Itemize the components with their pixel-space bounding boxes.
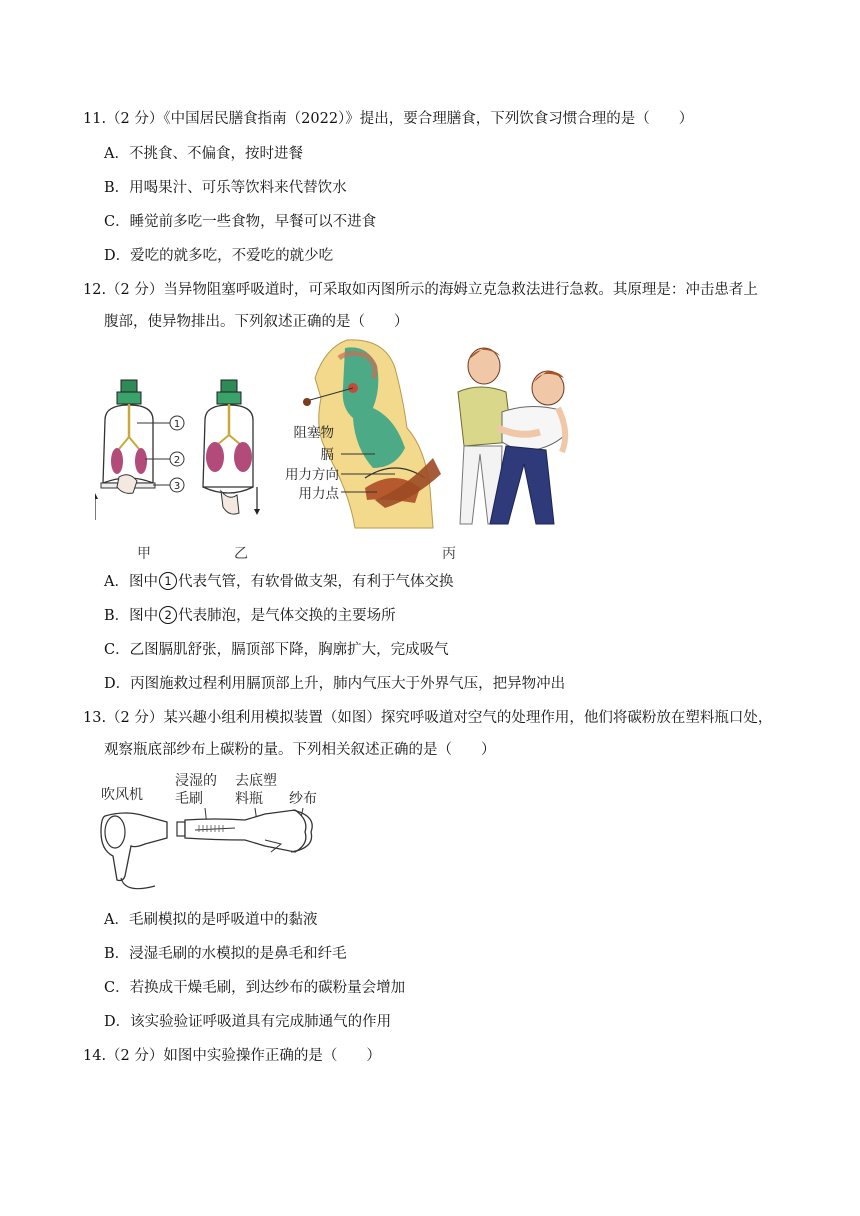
heimlich-torso-diagram — [255, 338, 455, 530]
q13-option-c: C．若换成干燥毛刷，到达纱布的碳粉量会增加 — [104, 980, 406, 996]
label-wet-brush-2: 毛刷 — [175, 791, 203, 807]
figure-caption-bing: 丙 — [442, 546, 456, 562]
marker-2 — [170, 452, 184, 466]
label-hair-dryer: 吹风机 — [101, 787, 143, 803]
heimlich-rescue-illustration — [450, 342, 575, 527]
q12-option-c: C．乙图膈肌舒张，膈顶部下降，胸廓扩大，完成吸气 — [104, 642, 449, 658]
svg-text:2: 2 — [173, 455, 181, 466]
plastic-bottle — [177, 810, 312, 852]
label-bottle-1: 去底塑 — [235, 773, 277, 789]
q13-stem-line2: 观察瓶底部纱布上碳粉的量。下列相关叙述正确的是（ ） — [104, 742, 496, 758]
circled-number-1: 1 — [159, 572, 177, 590]
q12-stem-line1: 12.（2 分）当异物阻塞呼吸道时，可采取如丙图所示的海姆立克急救法进行急救。其原理是：冲击患者上 — [83, 282, 758, 298]
q12-option-d: D．丙图施救过程利用膈顶部上升，肺内气压大于外界气压，把异物冲出 — [104, 676, 566, 692]
label-blockage: 阻塞物 — [293, 425, 334, 441]
label-bottle-2: 料瓶 — [235, 791, 263, 807]
q12-stem-line2: 腹部，使异物排出。下列叙述正确的是（ ） — [104, 314, 409, 330]
bell-jar-yi — [203, 380, 260, 515]
figure-caption-jia: 甲 — [137, 546, 151, 562]
q11-option-c: C．睡觉前多吃一些食物，早餐可以不进食 — [104, 214, 377, 230]
svg-text:1: 1 — [173, 419, 181, 430]
q12-option-a: A．图中 1 代表气管，有软骨做支架，有利于气体交换 — [104, 574, 454, 590]
q11-stem: 11.（2 分）《中国居民膳食指南（2022）》提出，要合理膳食，下列饮食习惯合理的是（ ） — [83, 111, 694, 127]
marker-1 — [170, 416, 184, 430]
q11-option-b: B．用喝果汁、可乐等饮料来代替饮水 — [104, 180, 347, 196]
q13-stem-line1: 13.（2 分）某兴趣小组利用模拟装置（如图）探究呼吸道对空气的处理作用，他们将碳粉放在塑料瓶口处， — [83, 710, 773, 726]
label-gauze: 纱布 — [289, 791, 317, 807]
hair-dryer — [101, 813, 167, 889]
label-diaphragm: 膈 — [320, 447, 334, 463]
q12-option-b: B．图中 2 代表肺泡，是气体交换的主要场所 — [104, 608, 396, 624]
label-force-point: 用力点 — [298, 486, 339, 502]
label-wet-brush-1: 浸湿的 — [175, 773, 217, 789]
q13-option-a: A．毛刷模拟的是呼吸道中的黏液 — [104, 912, 318, 928]
respiratory-tract-model-figure — [95, 770, 335, 900]
q13-option-b: B．浸湿毛刷的水模拟的是鼻毛和纤毛 — [104, 946, 347, 962]
marker-3 — [170, 478, 184, 492]
q11-option-a: A．不挑食、不偏食，按时进餐 — [104, 146, 303, 162]
bell-jar-jia — [95, 380, 155, 520]
circled-number-2: 2 — [159, 606, 177, 624]
figure-caption-yi: 乙 — [234, 546, 248, 562]
bell-jar-lung-model-figure — [95, 375, 275, 525]
q13-option-d: D．该实验验证呼吸道具有完成肺通气的作用 — [104, 1014, 392, 1030]
q11-option-d: D．爱吃的就多吃，不爱吃的就少吃 — [104, 248, 334, 264]
label-force-direction: 用力方向 — [285, 467, 339, 483]
svg-text:3: 3 — [173, 481, 181, 492]
q14-stem: 14.（2 分）如图中实验操作正确的是（ ） — [83, 1048, 381, 1064]
